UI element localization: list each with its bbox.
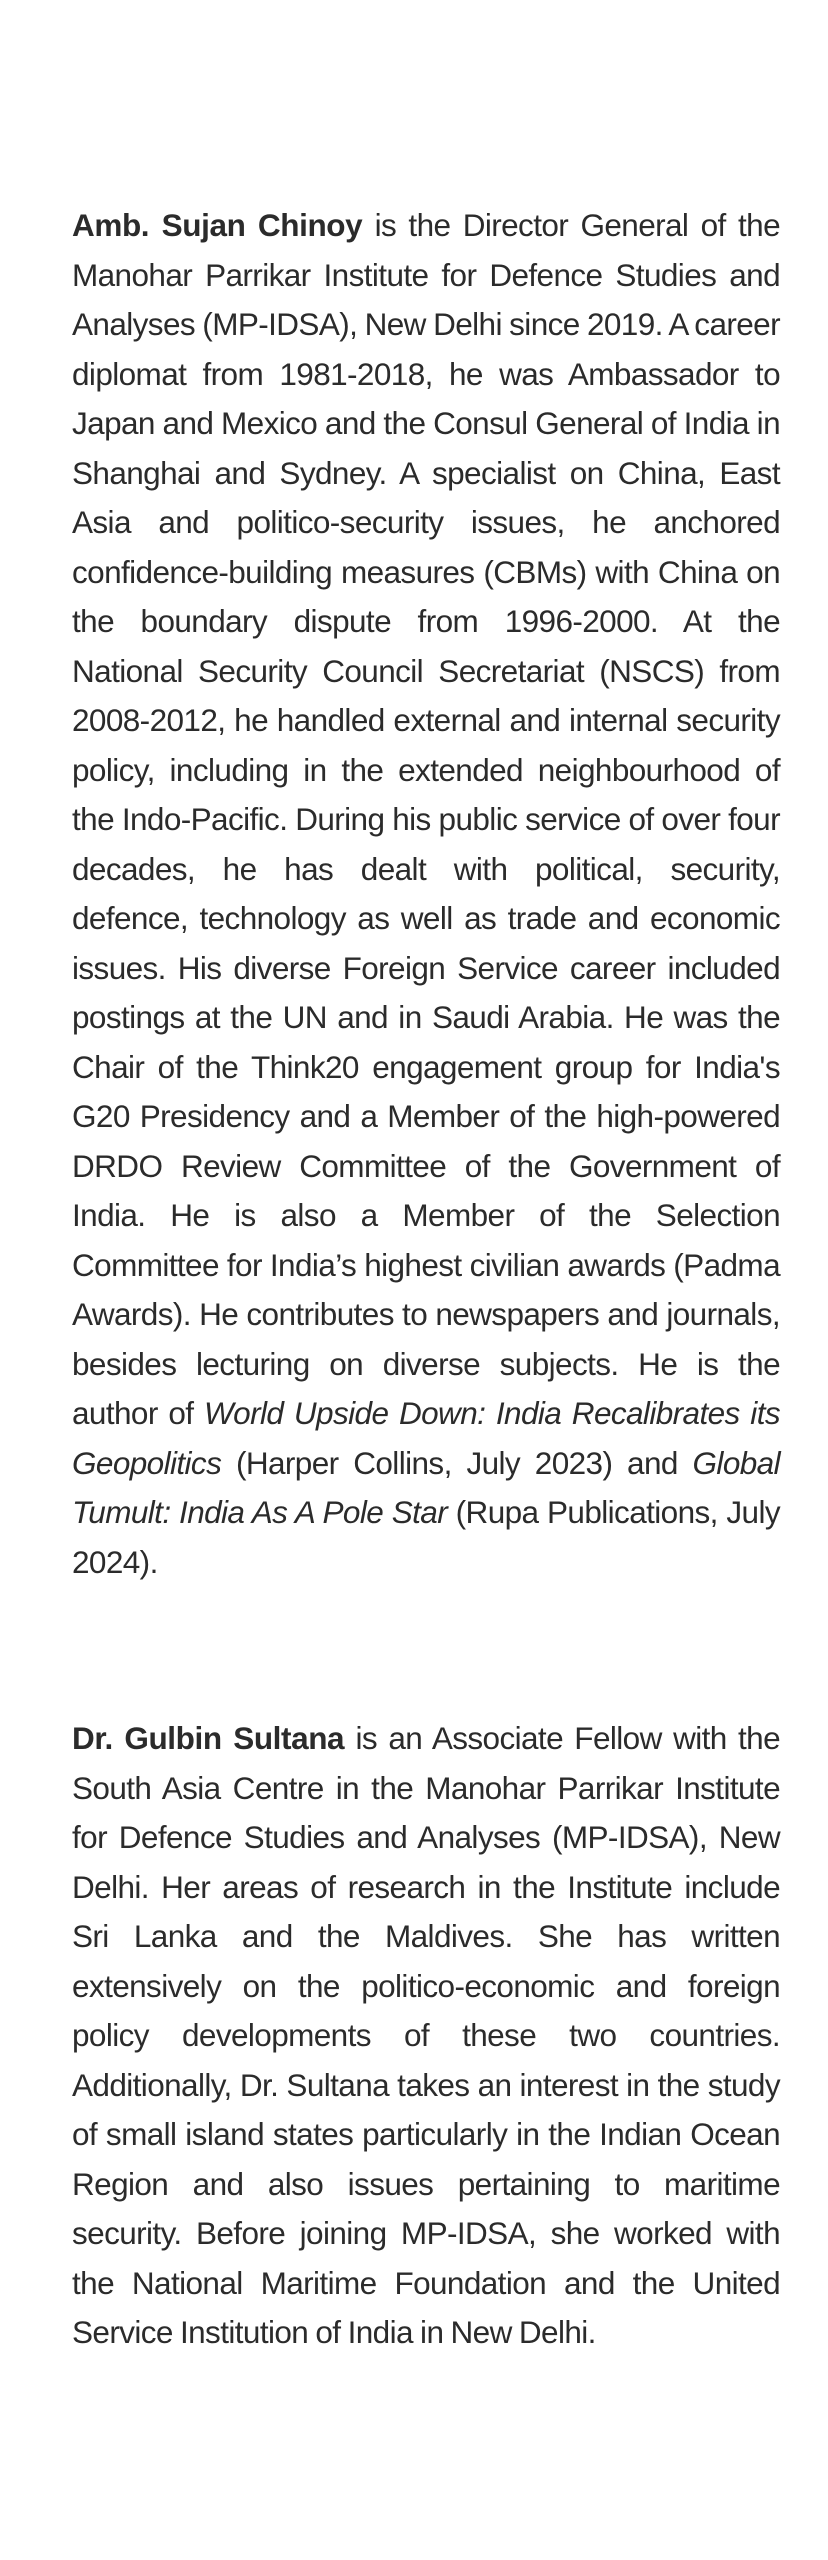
author-name: Dr. Gulbin Sultana bbox=[72, 1720, 345, 1756]
bio-text: (Rupa Publications, July 2024). bbox=[72, 1494, 780, 1580]
bio-text: (Harper Collins, July 2023) and bbox=[221, 1444, 693, 1481]
book-title: Global Tumult: India As A Pole Star bbox=[72, 1444, 780, 1530]
book-title: World Upside Down: India Recalibrates its Geopolitics bbox=[72, 1395, 780, 1481]
bio-text: is the Director General of the Manohar Parrikar Institute for Defence Studies and Analyses (MP-IDSA), New Delhi since 2019. A career diplomat from 1981-2018, he was Ambassador to Japan and Mexico and the Consul General of India in Shanghai and Sydney. A specialist on China, East Asia and politico-security issues, he anchored confidence-building measures (CBMs) with China on the boundary dispute from 1996-2000. At the National Security Council Secretariat (NSCS) from 2008-2012, he handled external and internal security policy, including in the extended neighbourhood of the Indo-Pacific. During his public service of over four decades, he has dealt with political, security, defence, technology as well as trade and economic issues. His diverse Foreign Service career included postings at the UN and in Saudi Arabia. He was the Chair of the Think20 engagement group for India's G20 Presidency and a Member of the high-powered DRDO Review Committee of the Government of India. He is also a Member of the Selection Committee for India’s highest civilian awards (Padma Awards). He contributes to newspapers and journals, besides lecturing on diverse subjects. He is the author of bbox=[72, 207, 780, 1431]
bio-text: is an Associate Fellow with the South Asia Centre in the Manohar Parrikar Institute for Defence Studies and Analyses (MP-IDSA), New Delhi. Her areas of research in the Institute include Sri Lanka and the Maldives. She has written extensively on the politico-economic and foreign policy developments of these two countries. Additionally, Dr. Sultana takes an interest in the study of small island states particularly in the Indian Ocean Region and also issues pertaining to maritime security. Before joining MP-IDSA, she worked with the National Maritime Foundation and the United Service Institution of India in New Delhi. bbox=[72, 1720, 780, 2350]
bio-gulbin-sultana bbox=[72, 1714, 780, 2358]
bio-sujan-chinoy bbox=[72, 201, 780, 1587]
author-name: Amb. Sujan Chinoy bbox=[72, 207, 363, 243]
